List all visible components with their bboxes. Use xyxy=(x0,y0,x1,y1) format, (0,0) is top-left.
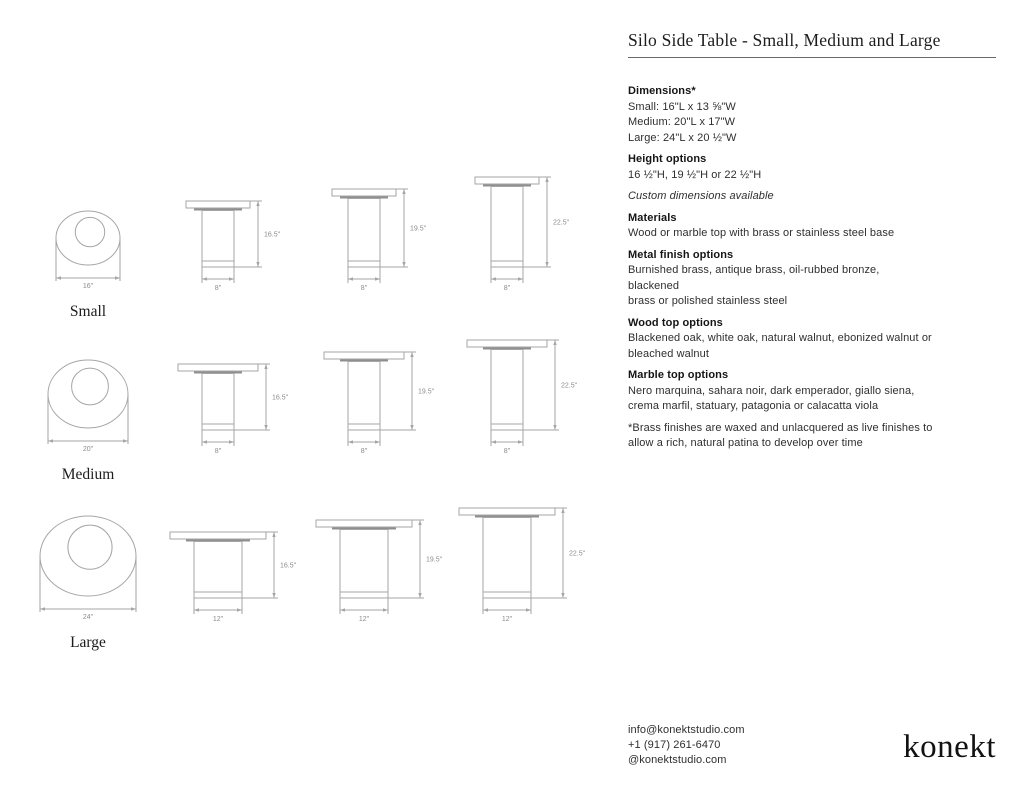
spec-section xyxy=(628,211,933,242)
svg-text:16.5": 16.5" xyxy=(272,394,289,402)
side-view-drawing-large-22.5in xyxy=(456,505,610,634)
spec-section-line: 16 ½"H, 19 ½"H or 22 ½"H xyxy=(628,168,762,181)
spec-section-line: Medium: 20"L x 17"W xyxy=(628,116,736,128)
spec-section-line: *Brass finishes are waxed and unlacquered as live finishes to xyxy=(628,421,933,434)
svg-text:12": 12" xyxy=(212,616,224,623)
side-view-drawing-small-19.5in xyxy=(329,186,451,303)
side-view-drawing-medium-19.5in xyxy=(321,349,459,466)
contact-line: @konektstudio.com xyxy=(628,754,727,766)
spec-section-heading: Height options xyxy=(628,153,707,165)
top-view-drawing-small xyxy=(52,208,124,296)
spec-sections xyxy=(628,84,933,458)
contact-line: +1 (917) 261-6470 xyxy=(628,739,721,751)
spec-section-heading: Materials xyxy=(628,211,677,224)
svg-text:8": 8" xyxy=(360,448,368,455)
page-title: Silo Side Table - Small, Medium and Large xyxy=(628,30,996,58)
spec-section-heading: Marble top options xyxy=(628,369,729,381)
top-view-drawing-large xyxy=(36,513,140,627)
spec-section-line: Custom dimensions available xyxy=(628,190,774,202)
spec-section-line: Burnished brass, antique brass, oil-rubbed bronze, blackened xyxy=(628,264,880,292)
spec-section-line: Large: 24"L x 20 ½"W xyxy=(628,131,737,144)
brand-logo: konekt xyxy=(903,729,996,765)
svg-text:24": 24" xyxy=(82,614,94,621)
side-view-drawing-medium-16.5in xyxy=(175,361,313,466)
size-label-small: Small xyxy=(69,303,107,320)
svg-text:12": 12" xyxy=(501,616,513,623)
contact-info xyxy=(628,723,745,768)
spec-section xyxy=(628,421,933,452)
spec-section-line: bleached walnut xyxy=(628,347,710,360)
spec-section xyxy=(628,316,933,363)
spec-section-heading: Wood top options xyxy=(628,316,723,329)
side-view-drawing-small-16.5in xyxy=(183,198,305,303)
spec-section-line: Wood or marble top with brass or stainless steel base xyxy=(628,227,895,239)
svg-text:16.5": 16.5" xyxy=(264,231,281,239)
top-view-drawing-medium xyxy=(44,357,132,459)
svg-text:16.5": 16.5" xyxy=(280,562,297,570)
side-view-drawing-medium-22.5in xyxy=(464,337,602,466)
spec-section xyxy=(628,189,933,205)
svg-text:8": 8" xyxy=(214,285,222,292)
svg-text:8": 8" xyxy=(503,285,511,292)
spec-section xyxy=(628,248,933,310)
side-view-drawing-large-16.5in xyxy=(167,529,321,634)
svg-text:19.5": 19.5" xyxy=(410,225,427,233)
spec-section xyxy=(628,84,933,146)
contact-line: info@konektstudio.com xyxy=(628,724,745,736)
svg-text:8": 8" xyxy=(214,448,222,455)
svg-text:22.5": 22.5" xyxy=(569,550,586,558)
spec-section-line: allow a rich, natural patina to develop over time xyxy=(628,437,863,449)
spec-section-line: crema marfil, statuary, patagonia or calacatta viola xyxy=(628,400,879,412)
svg-text:12": 12" xyxy=(358,616,370,623)
size-label-large: Large xyxy=(70,634,106,651)
spec-section-heading: Dimensions* xyxy=(628,85,696,97)
side-view-drawing-large-19.5in xyxy=(313,517,467,634)
spec-section-line: brass or polished stainless steel xyxy=(628,295,788,307)
spec-section-line: Blackened oak, white oak, natural walnut, ebonized walnut or xyxy=(628,332,932,344)
side-view-drawing-small-22.5in xyxy=(472,174,594,303)
spec-section-line: Small: 16"L x 13 ⅝"W xyxy=(628,100,736,113)
svg-text:19.5": 19.5" xyxy=(426,556,443,564)
svg-text:16": 16" xyxy=(82,283,94,290)
spec-section xyxy=(628,152,933,183)
spec-section-heading: Metal finish options xyxy=(628,248,734,261)
svg-text:22.5": 22.5" xyxy=(553,219,570,227)
svg-text:20": 20" xyxy=(82,446,94,453)
size-label-medium: Medium xyxy=(61,466,115,483)
svg-text:8": 8" xyxy=(360,285,368,292)
svg-text:19.5": 19.5" xyxy=(418,388,435,396)
spec-section xyxy=(628,368,933,415)
spec-section-line: Nero marquina, sahara noir, dark emperador, giallo siena, xyxy=(628,384,915,397)
svg-text:22.5": 22.5" xyxy=(561,382,578,390)
svg-text:8": 8" xyxy=(503,448,511,455)
